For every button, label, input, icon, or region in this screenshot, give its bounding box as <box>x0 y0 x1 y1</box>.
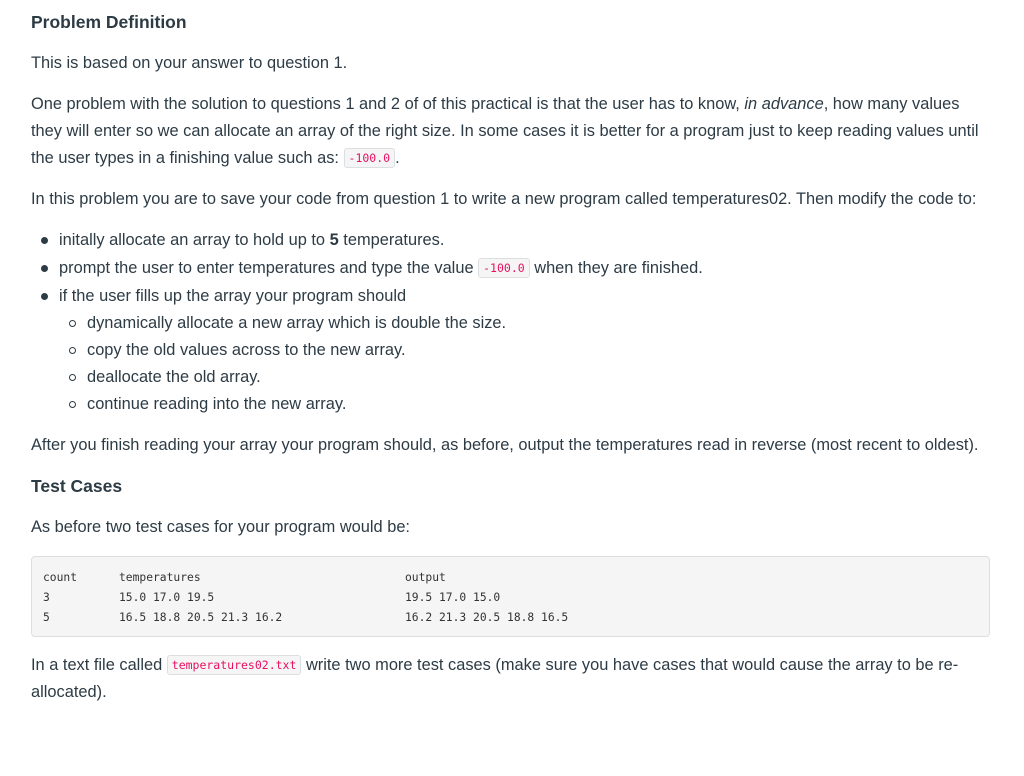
sub-list-item <box>59 364 993 391</box>
list-item <box>31 255 993 282</box>
list-item <box>31 283 993 418</box>
table-header-row <box>43 568 446 588</box>
header-output: output <box>405 571 446 584</box>
sub-item-text: copy the old values across to the new array. <box>87 341 406 359</box>
item3-text: if the user fills up the array your program should <box>59 287 407 305</box>
after-paragraph: After you finish reading your array your program should, as before, output the temperatures read in reverse (most recent to oldest). <box>31 436 979 454</box>
item2-before: prompt the user to enter temperatures and type the value <box>59 259 479 277</box>
test-cases-code-block <box>31 556 990 637</box>
sub-item-text: dynamically allocate a new array which is double the size. <box>87 314 507 332</box>
sub-item-text: continue reading into the new array. <box>87 395 347 413</box>
final-after: write two more test cases (make sure you have cases that would cause the array to be re-allocated). <box>31 656 959 701</box>
final-paragraph <box>31 652 993 706</box>
problem-definition-heading: Problem Definition <box>31 12 187 32</box>
item1-before: initally allocate an array to hold up to <box>59 231 330 249</box>
test-intro-paragraph: As before two test cases for your program would be: <box>31 518 410 536</box>
sub-item-text: deallocate the old array. <box>87 368 261 386</box>
row-output: 16.2 21.3 20.5 18.8 16.5 <box>405 611 569 624</box>
bullet-icon <box>41 265 48 272</box>
header-count: count <box>43 571 78 584</box>
requirements-list <box>31 227 993 418</box>
circle-bullet-icon <box>69 374 76 381</box>
row-count: 5 <box>43 611 50 624</box>
row-count: 3 <box>43 591 50 604</box>
list-item <box>31 227 993 254</box>
sub-list-item <box>59 310 993 337</box>
final-before: In a text file called <box>31 656 167 674</box>
finishing-value-code: -100.0 <box>344 148 396 168</box>
sub-list <box>59 310 993 418</box>
circle-bullet-icon <box>69 401 76 408</box>
bullet-icon <box>41 293 48 300</box>
sub-list-item <box>59 337 993 364</box>
sub-list-item <box>59 391 993 418</box>
row-temperatures: 16.5 18.8 20.5 21.3 16.2 <box>119 611 283 624</box>
item1-strong: 5 <box>329 231 339 249</box>
problem-text-part1: One problem with the solution to questions 1 and 2 of of this practical is that the user has to know, <box>31 95 745 113</box>
row-temperatures: 15.0 17.0 19.5 <box>119 591 215 604</box>
circle-bullet-icon <box>69 320 76 327</box>
problem-text-part2: , how many values they will enter so we can allocate an array of the right size. In some cases it is better for a program just to keep reading values until the user types in a finishing value such as: <box>31 95 979 167</box>
circle-bullet-icon <box>69 347 76 354</box>
item2-after: when they are finished. <box>529 259 703 277</box>
test-cases-heading: Test Cases <box>31 476 123 496</box>
bullet-icon <box>41 237 48 244</box>
item1-after: temperatures. <box>338 231 445 249</box>
table-row <box>43 608 569 628</box>
header-temperatures: temperatures <box>119 571 201 584</box>
assignment-content <box>31 9 993 706</box>
problem-emphasis: in advance <box>744 95 824 113</box>
problem-text-part3: . <box>395 149 400 167</box>
row-output: 19.5 17.0 15.0 <box>405 591 501 604</box>
task-paragraph: In this problem you are to save your code from question 1 to write a new program called temperatures02. Then modify the code to: <box>31 190 977 208</box>
problem-paragraph <box>31 91 993 172</box>
table-row <box>43 588 501 608</box>
sentinel-value-code: -100.0 <box>478 258 530 278</box>
filename-code: temperatures02.txt <box>167 655 302 675</box>
intro-paragraph: This is based on your answer to question 1. <box>31 54 348 72</box>
